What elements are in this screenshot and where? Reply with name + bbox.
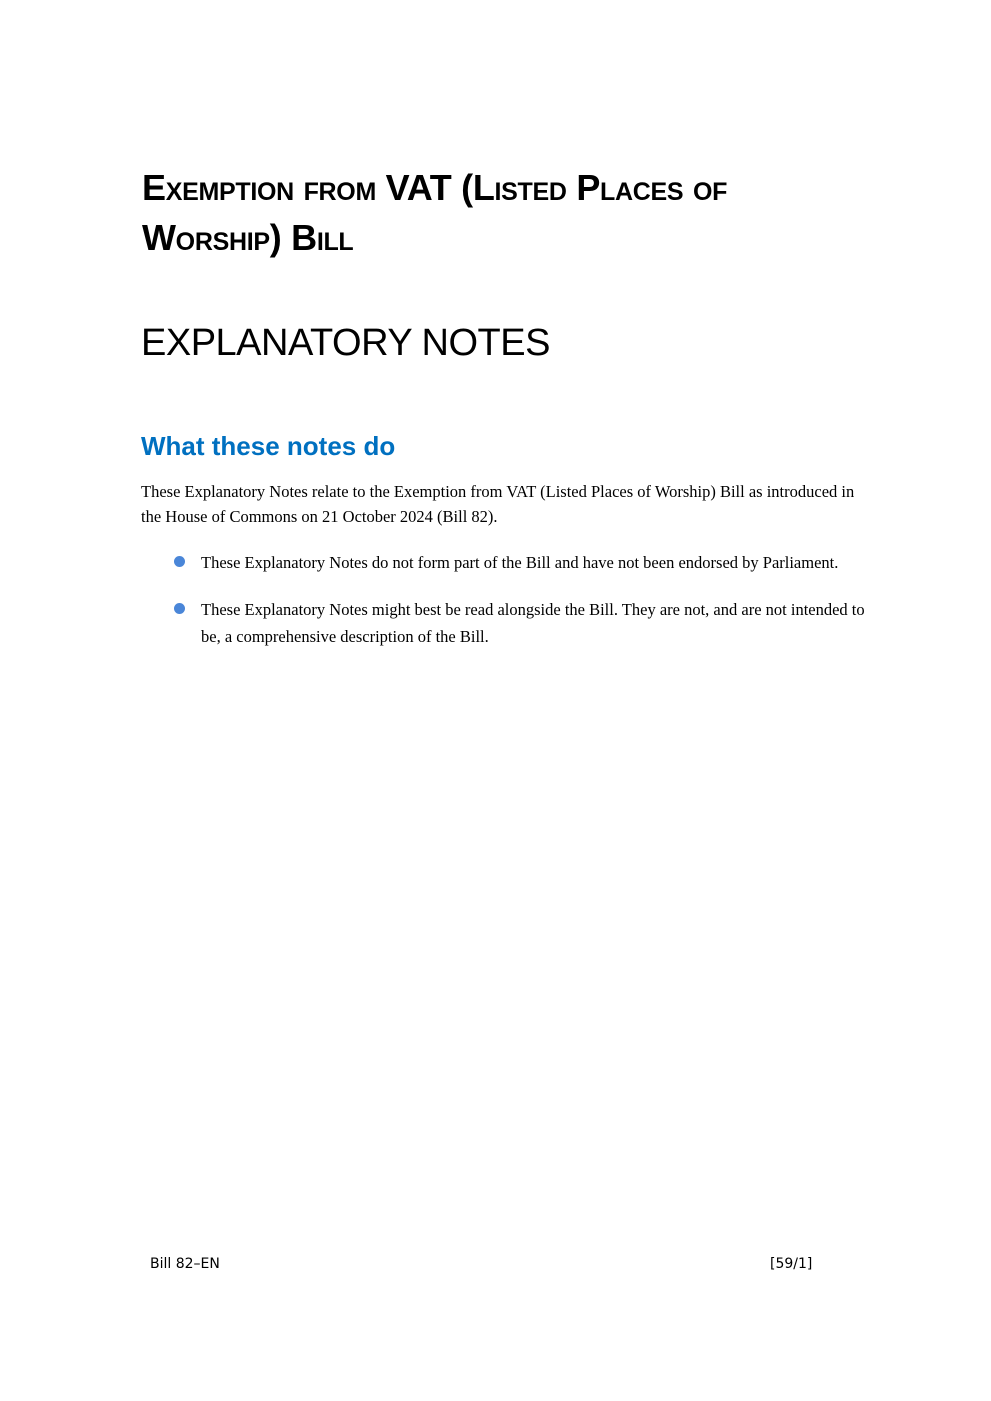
bullet-icon xyxy=(174,603,185,614)
section-heading: What these notes do xyxy=(141,431,396,461)
bullet-text: These Explanatory Notes do not form part of the Bill and have not been endorsed by Parliament. xyxy=(201,553,839,572)
bullet-icon xyxy=(174,556,185,567)
list-item xyxy=(141,596,871,650)
footer-reference: [59/1] xyxy=(770,1256,813,1272)
intro-paragraph: These Explanatory Notes relate to the Exemption from VAT (Listed Places of Worship) Bill as introduced in the House of Commons on 21 October 2024 (Bill 82). xyxy=(141,482,855,526)
bill-title: Exemption from VAT (Listed Places of Worship) Bill xyxy=(142,167,728,258)
bullet-text: These Explanatory Notes might best be read alongside the Bill. They are not, and are not intended to be, a comprehensive description of the Bill. xyxy=(201,600,865,646)
bullet-list xyxy=(141,549,871,670)
list-item xyxy=(141,549,871,576)
document-subtitle: EXPLANATORY NOTES xyxy=(141,322,550,364)
footer-bill-number: Bill 82–EN xyxy=(150,1256,220,1272)
